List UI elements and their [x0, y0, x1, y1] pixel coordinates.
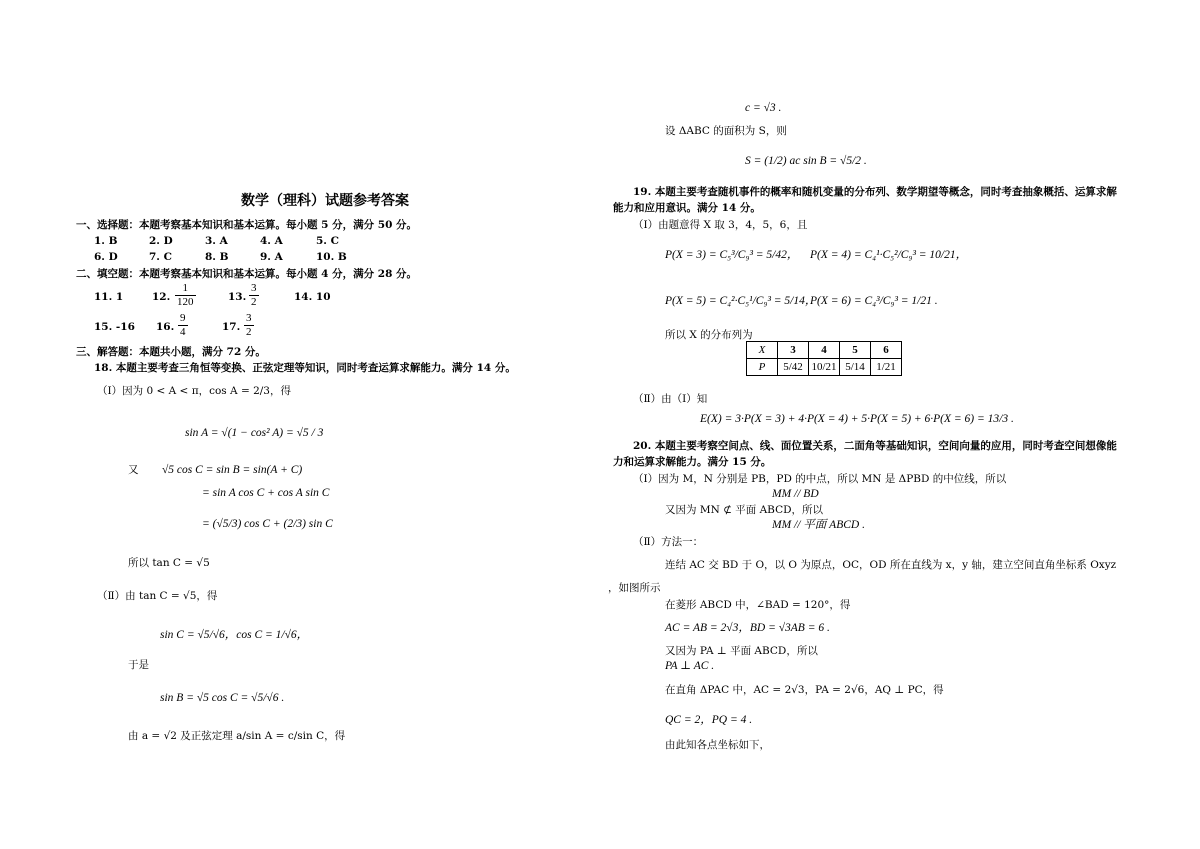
answer-3: 3. A [205, 235, 228, 247]
section-solutions: 三、解答题：本题共小题，满分 72 分。 [76, 346, 266, 358]
fill-16-answer: $\frac{9}{4}$ [180, 312, 186, 338]
r-area-formula: S = (1/2) ac sin B = √5/2 . [745, 155, 867, 167]
r-set-area: 设 ΔABC 的面积为 S，则 [665, 125, 787, 137]
q18-tanC: 所以 tan C = √5 [128, 557, 210, 569]
table-row [747, 359, 902, 376]
table-cell: 6 [871, 342, 902, 359]
question-20-intro: 20. 本题主要考察空间点、线、面位置关系，二面角等基础知识，空间向量的应用，同时考查空间想像能 [633, 440, 1117, 452]
fill-12-answer: $\frac{1}{120}$ [177, 282, 194, 308]
table-cell: 5/14 [840, 359, 871, 376]
fill-11: 11. 1 [94, 291, 124, 303]
q18-eq-5: sin C = √5/√6，cos C = 1/√6， [160, 629, 309, 641]
fill-14: 14. 10 [294, 291, 331, 303]
q20-coords-lead: 由此知各点坐标如下， [665, 739, 770, 751]
q19-expectation: E(X) = 3·P(X = 3) + 4·P(X = 4) + 5·P(X = 5) + 6·P(X = 6) = 13/3 . [700, 413, 1014, 425]
q20-pa-ac: PA ⊥ AC . [665, 660, 715, 672]
q18-eq-7: 由 a = √2 及正弦定理 a/sin A = c/sin C，得 [128, 730, 346, 742]
table-cell: 1/21 [871, 359, 902, 376]
page-title: 数学（理科）试题参考答案 [241, 193, 409, 209]
fill-17-label: 17. [222, 321, 241, 333]
question-19-intro-2: 能力和应用意识。满分 14 分。 [613, 202, 761, 214]
fill-13-label: 13. [228, 291, 247, 303]
q18-part2: （Ⅱ）由 tan C = √5，得 [97, 590, 218, 602]
answer-8: 8. B [205, 251, 229, 263]
q18-eq-6: sin B = √5 cos C = √5/√6 . [160, 692, 285, 704]
answer-7: 7. C [149, 251, 172, 263]
q18-label-you: 又 [128, 464, 139, 476]
table-row [747, 342, 902, 359]
question-18-intro: 18. 本题主要考查三角恒等变换、正弦定理等知识，同时考查运算求解能力。满分 14 分。 [94, 362, 516, 374]
answer-1: 1. B [94, 235, 118, 247]
answer-4: 4. A [260, 235, 283, 247]
section-fill-in: 二、填空题：本题考察基本知识和基本运算。每小题 4 分，满分 28 分。 [76, 268, 418, 280]
table-cell: 10/21 [809, 359, 840, 376]
q19-part2: （Ⅱ）由（Ⅰ）知 [633, 393, 708, 405]
table-cell: 5/42 [778, 359, 809, 376]
answer-2: 2. D [149, 235, 173, 247]
q18-label-yushi: 于是 [128, 659, 149, 671]
q20-as-figure: ，如图所示 [608, 582, 661, 594]
q20-part1: （Ⅰ）因为 M，N 分别是 PB，PD 的中点，所以 MN 是 ΔPBD 的中位线，所以 [633, 473, 1007, 485]
q20-coord-setup: 连结 AC 交 BD 于 O，以 O 为原点，OC，OD 所在直线为 x，y 轴，建立空间直角坐标系 Oxyz [665, 559, 1117, 571]
q19-p4: P(X = 4) = C₄¹·C₅²/C₉³ = 10/21， [810, 249, 968, 261]
q20-pa-perp: 又因为 PA ⊥ 平面 ABCD，所以 [665, 645, 818, 657]
fill-17-answer: $\frac{3}{2}$ [246, 312, 252, 338]
fill-12-label: 12. [152, 291, 171, 303]
q18-part1: （Ⅰ）因为 0 < A < π，cos A = 2/3，得 [97, 385, 291, 397]
q19-p6: P(X = 6) = C₄³/C₉³ = 1/21 . [810, 295, 938, 307]
table-cell: X [747, 342, 778, 359]
q20-ac-bd: AC = AB = 2√3，BD = √3AB = 6 . [665, 622, 830, 634]
q19-part1: （Ⅰ）由题意得 X 取 3，4，5，6，且 [633, 219, 808, 231]
q20-mm-bd: MM // BD [772, 488, 819, 500]
section-multiple-choice: 一、选择题：本题考察基本知识和基本运算。每小题 5 分，满分 50 分。 [76, 219, 418, 231]
fill-15: 15. -16 [94, 321, 135, 333]
answer-9: 9. A [260, 251, 283, 263]
q20-mm-plane: MM // 平面 ABCD . [772, 519, 865, 531]
q18-eq-4: = (√5/3) cos C + (2/3) sin C [202, 518, 333, 530]
q20-right-triangle: 在直角 ΔPAC 中，AC = 2√3，PA = 2√6，AQ ⊥ PC，得 [665, 684, 944, 696]
fill-16-label: 16. [156, 321, 175, 333]
q19-p3: P(X = 3) = C₅³/C₉³ = 5/42， [665, 249, 799, 261]
q20-rhombus: 在菱形 ABCD 中，∠BAD = 120°，得 [665, 599, 851, 611]
q20-part2: （Ⅱ）方法一： [633, 536, 704, 548]
question-20-intro-2: 力和运算求解能力。满分 15 分。 [613, 456, 772, 468]
answer-5: 5. C [316, 235, 339, 247]
table-cell: P [747, 359, 778, 376]
r-c-value: c = √3 . [745, 102, 782, 114]
q20-qc-pq: QC = 2，PQ = 4 . [665, 714, 753, 726]
answer-10: 10. B [316, 251, 347, 263]
table-cell: 3 [778, 342, 809, 359]
q20-part1b: 又因为 MN ⊄ 平面 ABCD，所以 [665, 504, 824, 516]
q18-eq-2: √5 cos C = sin B = sin(A + C) [162, 464, 303, 476]
q19-dist-lead: 所以 X 的分布列为 [665, 329, 753, 341]
distribution-table [746, 341, 902, 376]
table-cell: 5 [840, 342, 871, 359]
q18-eq-3: = sin A cos C + cos A sin C [202, 487, 330, 499]
q19-p5: P(X = 5) = C₄²·C₅¹/C₉³ = 5/14， [665, 295, 817, 307]
fill-13-answer: $\frac{3}{2}$ [251, 282, 257, 308]
answer-6: 6. D [94, 251, 118, 263]
q18-eq-sinA: sin A = √(1 − cos² A) = √5 / 3 [185, 427, 324, 439]
table-cell: 4 [809, 342, 840, 359]
question-19-intro: 19. 本题主要考查随机事件的概率和随机变量的分布列、数学期望等概念，同时考查抽象概括、运算求解 [633, 186, 1117, 198]
